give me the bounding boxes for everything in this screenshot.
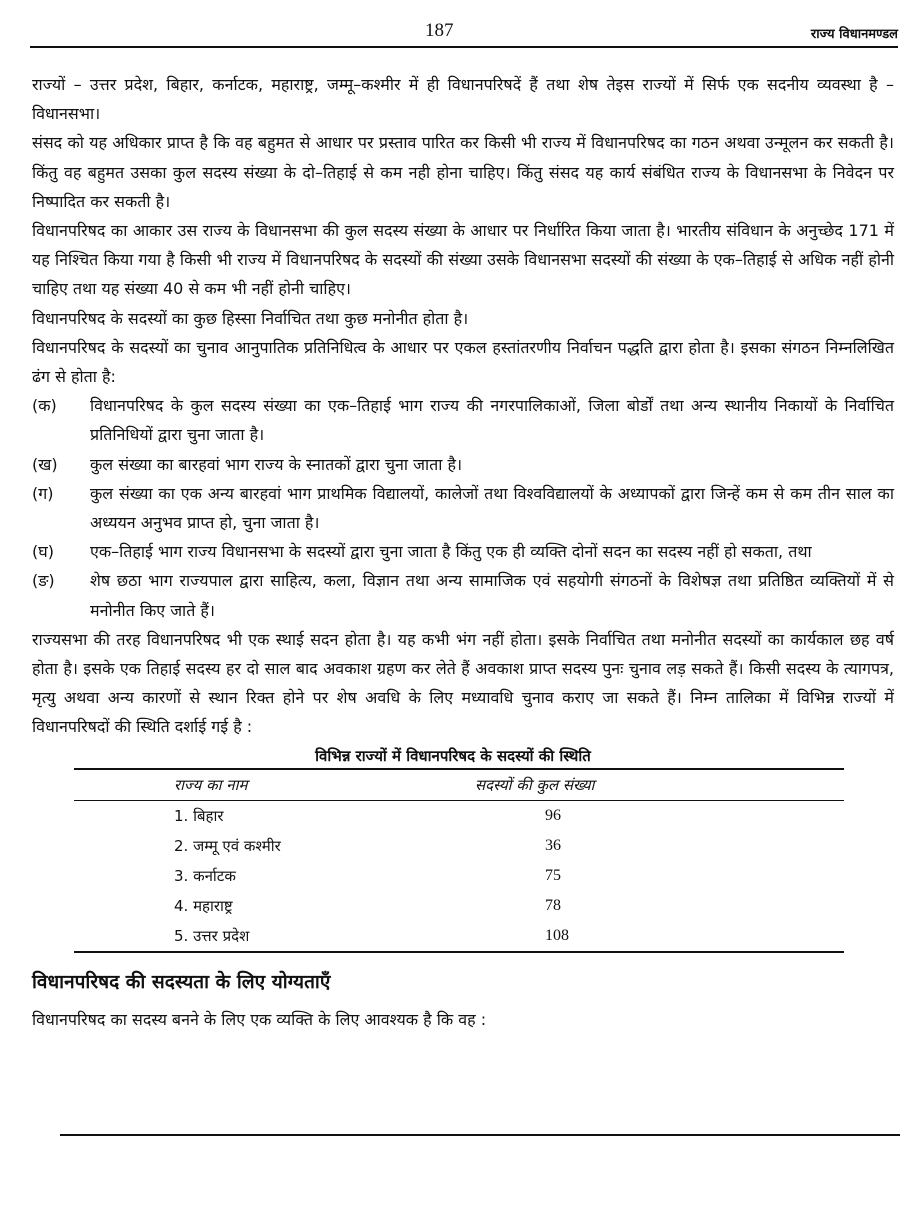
member-count: 96: [545, 806, 561, 824]
list-label: (ख): [32, 454, 58, 474]
list-text: एक–तिहाई भाग राज्य विधानसभा के सदस्यों द्वारा चुना जाता है किंतु एक ही व्यक्ति दोनों सदन का सदस्य नहीं हो सकता, तथा: [90, 542, 812, 562]
column-header: राज्य का नाम: [174, 775, 248, 794]
member-count: 108: [545, 926, 569, 944]
member-count: 75: [545, 866, 561, 884]
list-item: [32, 479, 894, 537]
list-text: कुल संख्या का एक अन्य बारहवां भाग प्राथमिक विद्यालयों, कालेजों तथा विश्वविद्यालयों के अध्यापकों द्वारा जिन्हें कम से कम तीन साल का अध्ययन अनुभव प्राप्त हो, चुना जाता है।: [90, 483, 894, 533]
list-label: (क): [32, 396, 57, 416]
member-count: 78: [545, 896, 561, 914]
state-name: 4. महाराष्ट्र: [174, 896, 233, 915]
column-header: सदस्यों की कुल संख्या: [475, 775, 595, 794]
list-item: [32, 566, 894, 624]
paragraph: राज्यसभा की तरह विधानपरिषद भी एक स्थाई सदन होता है। यह कभी भंग नहीं होता। इसके निर्वाचित तथा मनोनीत सदस्यों का कार्यकाल छह वर्ष होता है। इसके एक तिहाई सदस्य हर दो साल बाद अवकाश ग्रहण कर लेते हैं अवकाश प्राप्त सदस्य पुनः चुनाव लड़ सकते हैं। किसी सदस्य के त्यागपत्र, मृत्यु अथवा अन्य कारणों से स्थान रिक्त होने पर शेष अवधि के लिए मध्यावधि चुनाव कराए जा सकते हैं। निम्न तालिका में विभिन्न राज्यों में विधानपरिषदों की स्थिति दर्शाई गई है :: [32, 629, 894, 737]
running-title: राज्य विधानमण्डल: [810, 27, 898, 42]
paragraph: विधानपरिषद के सदस्यों का कुछ हिस्सा निर्वाचित तथा कुछ मनोनीत होता है।: [32, 308, 469, 328]
table-row: [74, 891, 844, 921]
list-label: (ग): [32, 483, 54, 503]
list-item: [32, 450, 894, 479]
state-name: 3. कर्नाटक: [174, 866, 236, 885]
list-item: [32, 537, 894, 566]
table-row: [74, 800, 844, 831]
section-heading: विधानपरिषद की सदस्यता के लिए योग्यताएँ: [32, 970, 331, 993]
member-count: 36: [545, 836, 561, 854]
state-name: 1. बिहार: [174, 806, 224, 825]
state-name: 5. उत्तर प्रदेश: [174, 926, 250, 945]
table-row: [74, 831, 844, 861]
paragraph: विधानपरिषद का आकार उस राज्य के विधानसभा की कुल सदस्य संख्या के आधार पर निर्धारित किया जाता है। भारतीय संविधान के अनुच्छेद 171 में यह निश्चित किया गया है किसी भी राज्य में विधानपरिषद के सदस्यों की संख्या उसके विधानसभा सदस्यों की संख्या के एक–तिहाई से अधिक नहीं होनी चाहिए तथा यह संख्या 40 से कम भी नहीं होनी चाहिए।: [32, 221, 894, 299]
states-table: [74, 768, 844, 953]
list-text: विधानपरिषद के कुल सदस्य संख्या का एक–तिहाई भाग राज्य की नगरपालिकाओं, जिला बोर्डों तथा अन्य स्थानीय निकायों के निर्वाचित प्रतिनिधियों द्वारा चुना जाता है।: [90, 396, 894, 445]
page-number: 187: [425, 20, 454, 41]
state-name: 2. जम्मू एवं कश्मीर: [174, 836, 281, 855]
list-text: कुल संख्या का बारहवां भाग राज्य के स्नातकों द्वारा चुना जाता है।: [90, 454, 463, 474]
paragraph: विधानपरिषद के सदस्यों का चुनाव आनुपातिक प्रतिनिधित्व के आधार पर एकल हस्तांतरणीय निर्वाचन पद्धति द्वारा होता है। इसका संगठन निम्नलिखित ढंग से होता है:: [32, 337, 894, 387]
footer-rule: [60, 1134, 900, 1136]
paragraph: राज्यों – उत्तर प्रदेश, बिहार, कर्नाटक, महाराष्ट्र, जम्मू–कश्मीर में ही विधानपरिषदें हैं तथा शेष तेइस राज्यों में सिर्फ एक सदनीय व्यवस्था है – विधानसभा।: [32, 75, 894, 124]
list-item: [32, 391, 894, 449]
page-header: [30, 18, 898, 48]
section-text: विधानपरिषद का सदस्य बनने के लिए एक व्यक्ति के लिए आवश्यक है कि वह :: [32, 1009, 487, 1029]
table-row: [74, 921, 844, 952]
table-caption: विभिन्न राज्यों में विधानपरिषद के सदस्यों की स्थिति: [315, 746, 591, 765]
paragraph: संसद को यह अधिकार प्राप्त है कि वह बहुमत से आधार पर प्रस्ताव पारित कर किसी भी राज्य में विधानपरिषद का गठन अथवा उन्मूलन कर सकती है। किंतु वह बहुमत उसका कुल सदस्य संख्या के दो–तिहाई से कम नही होना चाहिए। किंतु संसद यह कार्य संबंधित राज्य के विधानसभा के निवेदन पर निष्पादित कर सकती है।: [32, 133, 894, 211]
table-row: [74, 861, 844, 891]
list-label: (ङ): [32, 571, 55, 591]
list-text: शेष छठा भाग राज्यपाल द्वारा साहित्य, कला, विज्ञान तथा अन्य सामाजिक एवं सहयोगी संगठनों के विशेषज्ञ तथा प्रतिष्ठित व्यक्तियों में से मनोनीत किए जाते हैं।: [90, 571, 894, 620]
list-label: (घ): [32, 542, 54, 562]
page-body: [32, 70, 894, 1034]
